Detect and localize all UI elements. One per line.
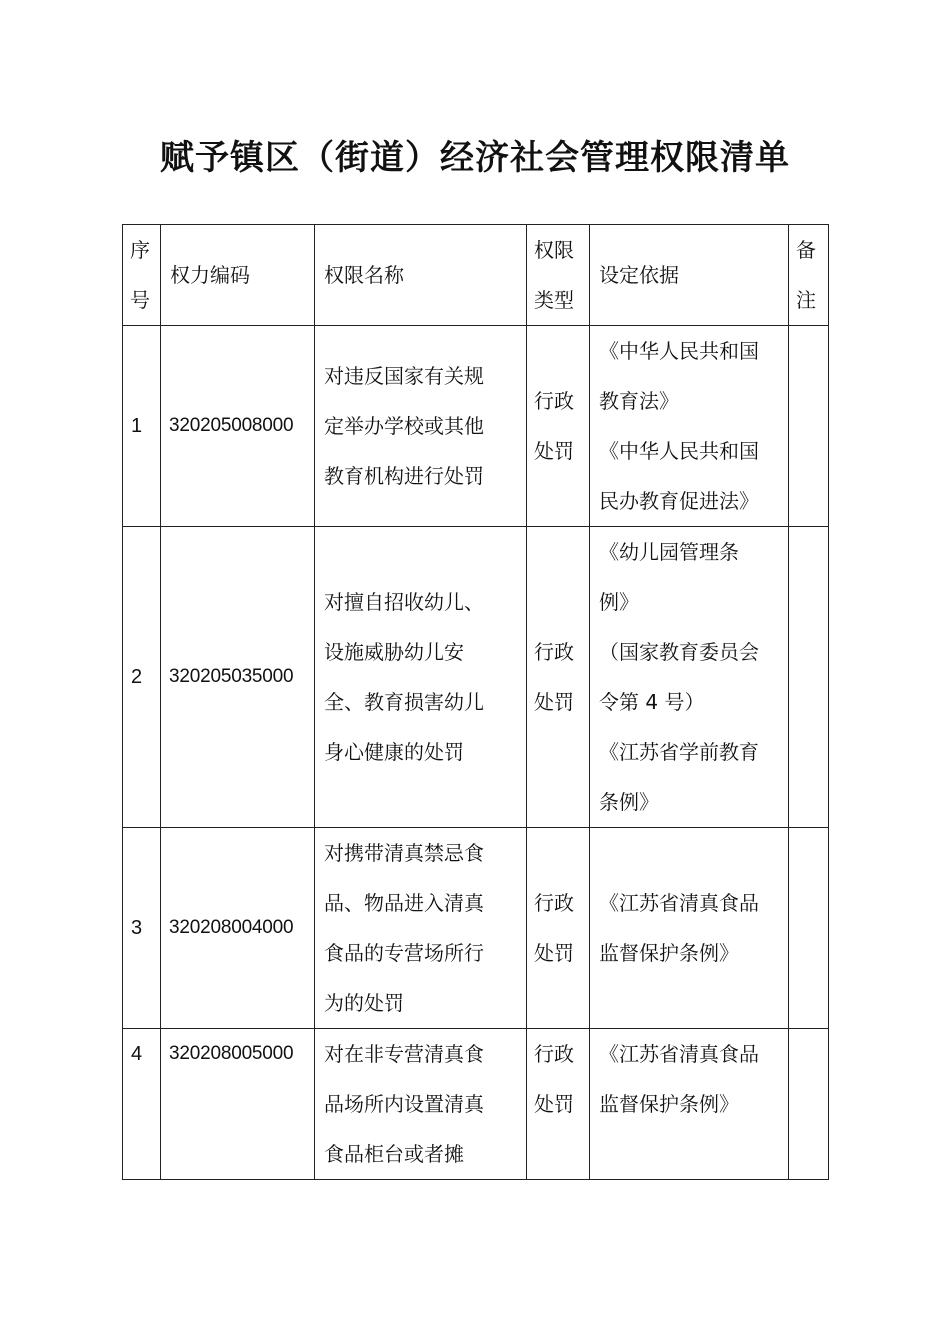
row-seq: 4 bbox=[123, 1029, 161, 1180]
row-code: 320208005000 bbox=[161, 1029, 315, 1180]
row-note bbox=[789, 828, 829, 1029]
row-basis: 《江苏省清真食品 监督保护条例》 bbox=[590, 828, 789, 1029]
row-code: 320205035000 bbox=[161, 527, 315, 828]
header-code: 权力编码 bbox=[161, 225, 315, 326]
header-seq: 序 号 bbox=[123, 225, 161, 326]
row-basis: 《幼儿园管理条 例》 （国家教育委员会 令第 4 号） 《江苏省学前教育 条例》 bbox=[590, 527, 789, 828]
table-row bbox=[123, 1029, 829, 1180]
row-code: 320208004000 bbox=[161, 828, 315, 1029]
table-row bbox=[123, 527, 829, 828]
header-basis: 设定依据 bbox=[590, 225, 789, 326]
row-note bbox=[789, 1029, 829, 1180]
header-row bbox=[123, 225, 829, 326]
row-basis: 《江苏省清真食品 监督保护条例》 bbox=[590, 1029, 789, 1180]
row-type: 行政 处罚 bbox=[527, 326, 590, 527]
row-code: 320205008000 bbox=[161, 326, 315, 527]
row-type: 行政 处罚 bbox=[527, 828, 590, 1029]
page-title: 赋予镇区（街道）经济社会管理权限清单 bbox=[160, 138, 790, 178]
row-type: 行政 处罚 bbox=[527, 527, 590, 828]
row-basis: 《中华人民共和国 教育法》 《中华人民共和国 民办教育促进法》 bbox=[590, 326, 789, 527]
table-row bbox=[123, 326, 829, 527]
header-name: 权限名称 bbox=[315, 225, 527, 326]
row-name: 对违反国家有关规 定举办学校或其他 教育机构进行处罚 bbox=[315, 326, 527, 527]
authority-table bbox=[122, 224, 829, 1180]
row-name: 对擅自招收幼儿、 设施威胁幼儿安 全、教育损害幼儿 身心健康的处罚 bbox=[315, 527, 527, 828]
row-name: 对携带清真禁忌食 品、物品进入清真 食品的专营场所行 为的处罚 bbox=[315, 828, 527, 1029]
row-seq: 3 bbox=[123, 828, 161, 1029]
header-type: 权限 类型 bbox=[527, 225, 590, 326]
row-seq: 1 bbox=[123, 326, 161, 527]
row-seq: 2 bbox=[123, 527, 161, 828]
header-note: 备 注 bbox=[789, 225, 829, 326]
row-name: 对在非专营清真食 品场所内设置清真 食品柜台或者摊 bbox=[315, 1029, 527, 1180]
row-note bbox=[789, 527, 829, 828]
table-row bbox=[123, 828, 829, 1029]
row-note bbox=[789, 326, 829, 527]
row-type: 行政 处罚 bbox=[527, 1029, 590, 1180]
